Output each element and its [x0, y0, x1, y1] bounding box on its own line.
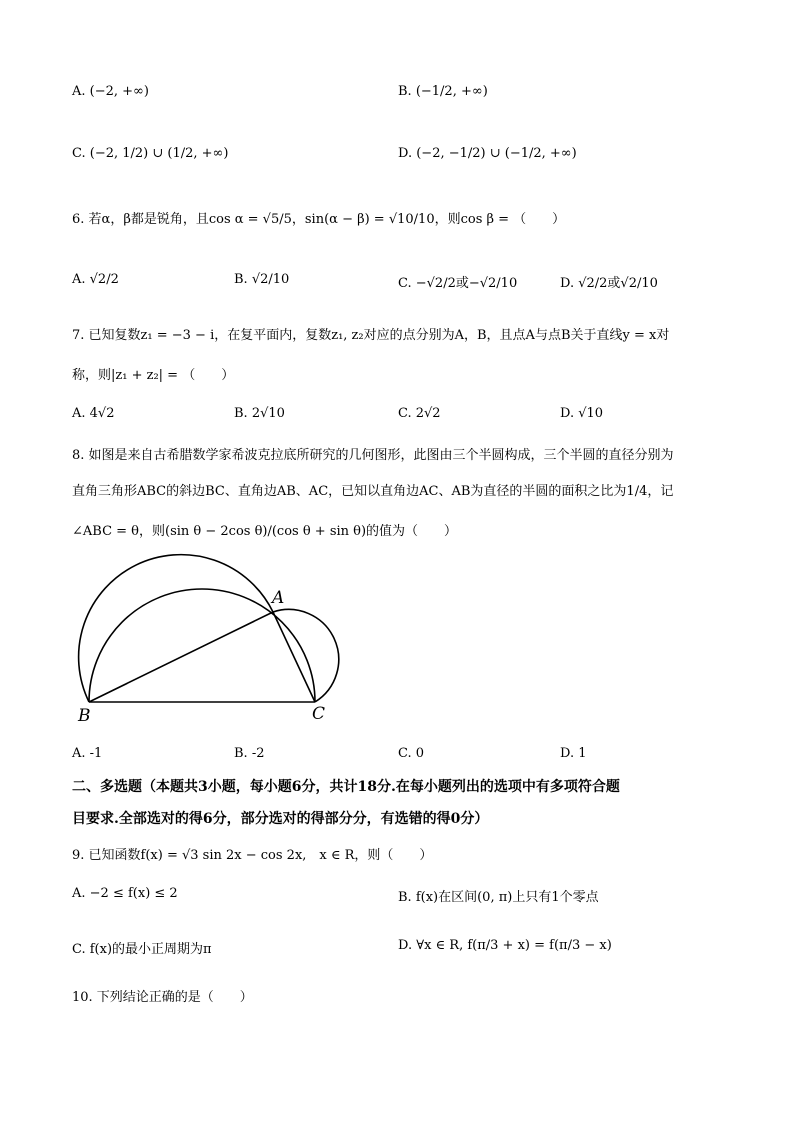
- q8-stem-line3: ∠ABC = θ，则(sin θ − 2cos θ)/(cos θ + sin θ)的值为（ ）: [72, 524, 458, 539]
- point-b-label: B: [78, 706, 91, 726]
- q6-stem: 6. 若α，β都是锐角，且cos α = √5/5，sin(α − β) = √10/10，则cos β = （ ）: [72, 212, 566, 227]
- q6-option-d: D. √2/2或√2/10: [560, 276, 658, 291]
- section2-heading-line2: 目要求.全部选对的得6分，部分选对的得部分分，有选错的得0分）: [72, 811, 489, 827]
- q7-stem-cont: 称，则|z₁ + z₂| = （ ）: [72, 368, 235, 383]
- q8-option-b: B. -2: [234, 746, 265, 761]
- q5-option-a: A. (−2, +∞): [72, 84, 149, 99]
- q7-option-a: A. 4√2: [72, 406, 115, 421]
- q7-option-c: C. 2√2: [398, 406, 441, 421]
- q6-option-b: B. √2/10: [234, 272, 290, 287]
- q7-option-b: B. 2√10: [234, 406, 285, 421]
- q8-option-c: C. 0: [398, 746, 425, 761]
- q9-option-d: D. ∀x ∈ R, f(π/3 + x) = f(π/3 − x): [398, 938, 612, 953]
- q5-option-c: C. (−2, 1/2) ∪ (1/2, +∞): [72, 146, 229, 161]
- q5-option-d: D. (−2, −1/2) ∪ (−1/2, +∞): [398, 146, 577, 161]
- q10-stem: 10. 下列结论正确的是（ ）: [72, 990, 253, 1005]
- point-c-label: C: [312, 704, 326, 724]
- q5-option-b: B. (−1/2, +∞): [398, 84, 488, 99]
- semicircle-ab: [79, 555, 273, 702]
- q8-stem-line2: 直角三角形ABC的斜边BC、直角边AB、AC，已知以直角边AC、AB为直径的半圆的面积之比为1/4，记: [72, 484, 674, 499]
- q8-option-d: D. 1: [560, 746, 587, 761]
- section2-heading-line1: 二、多选题（本题共3小题，每小题6分，共计18分.在每小题列出的选项中有多项符合题: [72, 779, 620, 795]
- q9-option-a: A. −2 ≤ f(x) ≤ 2: [72, 886, 178, 901]
- q8-option-a: A. -1: [72, 746, 103, 761]
- q6-option-a: A. √2/2: [72, 272, 119, 287]
- q7-stem: 7. 已知复数z₁ = −3 − i，在复平面内，复数z₁, z₂对应的点分别为A，B，且点A与点B关于直线y = x对: [72, 328, 670, 343]
- segment-ab: [89, 612, 273, 702]
- q9-stem: 9. 已知函数f(x) = √3 sin 2x − cos 2x, x ∈ R，则（ ）: [72, 848, 433, 863]
- q9-option-c: C. f(x)的最小正周期为π: [72, 942, 212, 957]
- q9-option-b: B. f(x)在区间(0, π)上只有1个零点: [398, 890, 599, 905]
- segment-ac: [273, 612, 315, 702]
- q8-stem-line1: 8. 如图是来自古希腊数学家希波克拉底所研究的几何图形，此图由三个半圆构成，三个半圆的直径分别为: [72, 448, 674, 463]
- point-a-label: A: [272, 588, 285, 608]
- q7-option-d: D. √10: [560, 406, 604, 421]
- q6-option-c: C. −√2/2或−√2/10: [398, 276, 518, 291]
